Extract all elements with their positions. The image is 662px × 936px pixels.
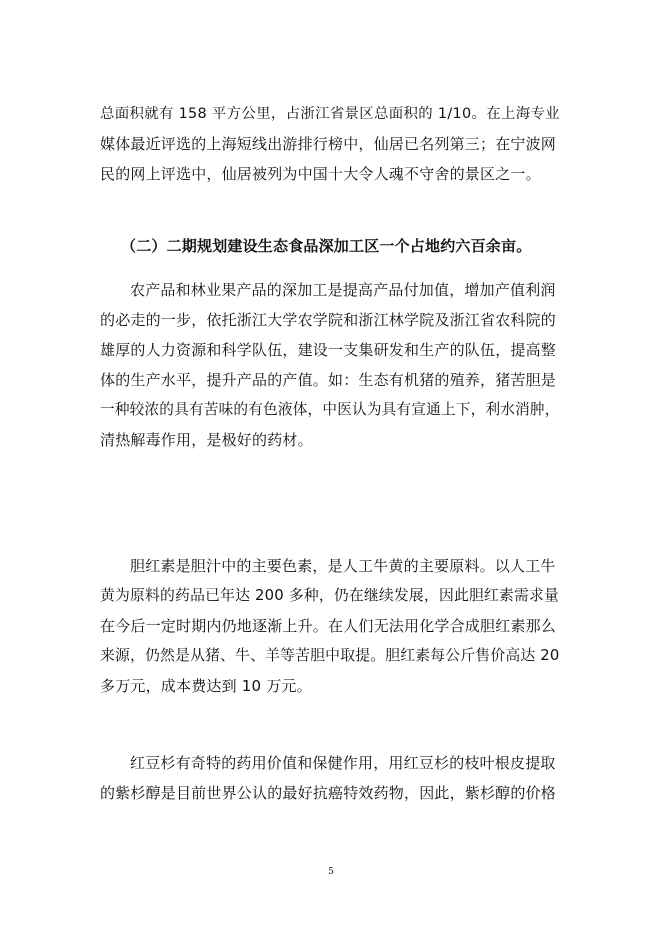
section-heading (121, 231, 583, 261)
text-line: 在今后一定时期内仍地逐渐上升。在人们无法用化学合成胆红素那么 (100, 617, 557, 635)
text-line: 清热解毒作用，是极好的药材。 (100, 431, 313, 449)
text-line: 的紫杉醇是目前世界公认的最好抗癌特效药物，因此，紫杉醇的价格 (100, 784, 557, 802)
text-line: 黄为原料的药品已年达 200 多种，仍在继续发展，因此胆红素需求量 (100, 587, 560, 604)
text-line: 红豆杉有奇特的药用价值和保健作用，用红豆杉的枝叶根皮提取 (130, 754, 556, 772)
text-line: 的必走的一步，依托浙江大学农学院和浙江林学院及浙江省农科院的 (100, 311, 557, 329)
heading-text: （二）二期规划建设生态食品深加工区一个占地约六百余亩。 (121, 237, 532, 255)
text-line: 雄厚的人力资源和科学队伍，建设一支集研发和生产的队伍，提高整 (100, 341, 557, 359)
text-line: 多万元，成本费达到 10 万元。 (100, 677, 312, 695)
paragraph-intro (100, 99, 562, 189)
paragraph-yew (100, 748, 562, 808)
text-line: 总面积就有 158 平方公里，占浙江省景区总面积的 1/10。在上海专业 (100, 106, 560, 122)
text-line: 民的网上评选中，仙居被列为中国十大令人魂不守舍的景区之一。 (100, 165, 541, 183)
text-line: 胆红素是胆汁中的主要色素，是人工牛黄的主要原料。以人工牛 (130, 557, 556, 575)
text-line: 农产品和林业果产品的深加工是提高产品付加值，增加产值利润 (130, 281, 556, 299)
paragraph-processing (100, 275, 562, 455)
text-line: 体的生产水平，提升产品的产值。如：生态有机猪的殖养，猪苦胆是 (100, 371, 557, 389)
text-line: 媒体最近评选的上海短线出游排行榜中，仙居已名列第三；在宁波网 (100, 135, 557, 153)
page-number: 5 (328, 867, 334, 877)
text-line: 一种较浓的具有苦味的有色液体，中医认为具有宣通上下，利水消肿， (100, 401, 560, 418)
text-line: 来源，仍然是从猪、牛、羊等苦胆中取提。胆红素每公斤售价高达 20 (100, 647, 560, 664)
paragraph-bilirubin (100, 551, 562, 701)
